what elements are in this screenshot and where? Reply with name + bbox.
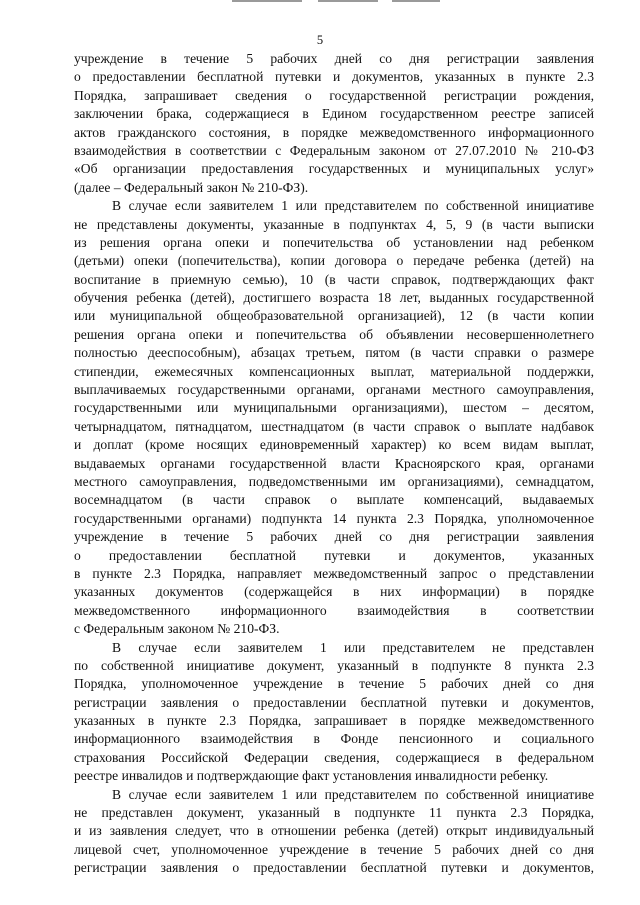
text-line: стипендии, ежемесячных компенсационных выплат, материальной поддержки, <box>74 363 594 379</box>
text-line: Порядка, уполномоченное учреждение в течение 5 рабочих дней со дня <box>74 676 594 692</box>
text-line: реестре инвалидов и подтверждающие факт установления инвалидности ребенку. <box>74 768 549 784</box>
text-line: из решения органа опеки и попечительства об установлении над ребенком <box>74 234 594 250</box>
text-line: четырнадцатом, пятнадцатом, шестнадцатом (в части справок о выплате надбавок <box>74 418 594 434</box>
text-line: и из заявления следует, что в отношении ребенка (детей) открыт индивидуальный <box>74 823 594 839</box>
paragraph <box>74 50 594 197</box>
text-line: восемнадцатом (в части справок о выплате компенсаций, выдаваемых <box>74 492 594 508</box>
text-line: не представлен документ, указанный в подпункте 11 пункта 2.3 Порядка, <box>74 805 594 821</box>
paragraph <box>74 786 594 878</box>
text-line: регистрации заявления о предоставлении бесплатной путевки и документов, <box>74 860 594 876</box>
text-line: В случае если заявителем 1 или представителем не представлен <box>112 639 594 655</box>
text-line: учреждение в течение 5 рабочих дней со дня регистрации заявления <box>74 529 594 545</box>
text-line: взаимодействия в соответствии с Федеральным законом от 27.07.2010 № 210-ФЗ <box>74 142 594 158</box>
text-line: указанных в пункте 2.3 Порядка, запрашивает в порядке межведомственного <box>74 713 594 729</box>
text-line: «Об организации предоставления государственных и муниципальных услуг» <box>74 161 594 177</box>
text-line: учреждение в течение 5 рабочих дней со дня регистрации заявления <box>74 51 594 66</box>
text-line: обучения ребенка (детей), достигшего возраста 18 лет, выданных государственной <box>74 290 594 306</box>
text-line: страхования Российской Федерации сведения, содержащиеся в федеральном <box>74 749 594 765</box>
text-line: актов гражданского состояния, в порядке межведомственного информационного <box>74 124 594 140</box>
text-line: межведомственного информационного взаимодействия в соответствии <box>74 602 594 618</box>
text-line: не представлены документы, указанные в подпунктах 4, 5, 9 (в части выписки <box>74 216 594 232</box>
scan-artifact <box>232 0 302 2</box>
text-line: с Федеральным законом № 210-ФЗ. <box>74 621 280 637</box>
text-line: по собственной инициативе документ, указанный в подпункте 8 пункта 2.3 <box>74 657 594 673</box>
scan-artifact <box>318 0 378 2</box>
text-line: (далее – Федеральный закон № 210-ФЗ). <box>74 179 309 195</box>
text-line: регистрации заявления о предоставлении бесплатной путевки и документов, <box>74 694 594 710</box>
text-line: выдаваемых органами государственной власти Красноярского края, органами <box>74 455 594 471</box>
text-line: В случае если заявителем 1 или представителем по собственной инициативе <box>112 198 594 214</box>
text-line: или муниципальной общеобразовательной организацией), 12 (в части копии <box>74 308 594 324</box>
text-line: Порядка, запрашивает сведения о государственной регистрации рождения, <box>74 87 594 103</box>
text-line: государственными органами) подпункта 14 пункта 2.3 Порядка, уполномоченное <box>74 510 594 526</box>
text-line: местного самоуправления, подведомственными им организациями), семнадцатом, <box>74 473 594 489</box>
text-line: заключении брака, содержащиеся в Едином государственном реестре записей <box>74 106 594 122</box>
text-line: и доплат (кроме носящих единовременный характер) ко всем видам выплат, <box>74 437 594 453</box>
text-line: о предоставлении бесплатной путевки и документов, указанных <box>74 547 594 563</box>
text-line: указанных документов (содержащейся в них информации) в порядке <box>74 584 594 600</box>
document-body <box>74 50 594 878</box>
paragraph <box>74 639 594 786</box>
text-line: государственными или муниципальными организациями), шестом – десятом, <box>74 400 594 416</box>
text-line: решения органа опеки и попечительства об объявлении несовершеннолетнего <box>74 326 594 342</box>
text-line: В случае если заявителем 1 или представителем по собственной инициативе <box>112 786 594 802</box>
text-line: воспитание в приемную семью), 10 (в части справок, подтверждающих факт <box>74 271 594 287</box>
text-line: информационного взаимодействия в Фонде пенсионного и социального <box>74 731 594 747</box>
text-line: полностью дееспособным), абзацах третьем, пятом (в части справки о размере <box>74 345 594 361</box>
text-line: лицевой счет, уполномоченное учреждение в течение 5 рабочих дней со дня <box>74 841 594 857</box>
text-line: в пункте 2.3 Порядка, направляет межведомственный запрос о представлении <box>74 565 594 581</box>
text-line: (детьми) опеки (попечительства), копии договора о передаче ребенка (детей) на <box>74 253 594 269</box>
text-line: о предоставлении бесплатной путевки и документов, указанных в пункте 2.3 <box>74 69 594 85</box>
paragraph <box>74 197 594 638</box>
text-line: выплачиваемых государственными органами, органами местного самоуправления, <box>74 382 594 398</box>
page-number: 5 <box>316 33 324 47</box>
scan-artifact <box>392 0 440 2</box>
